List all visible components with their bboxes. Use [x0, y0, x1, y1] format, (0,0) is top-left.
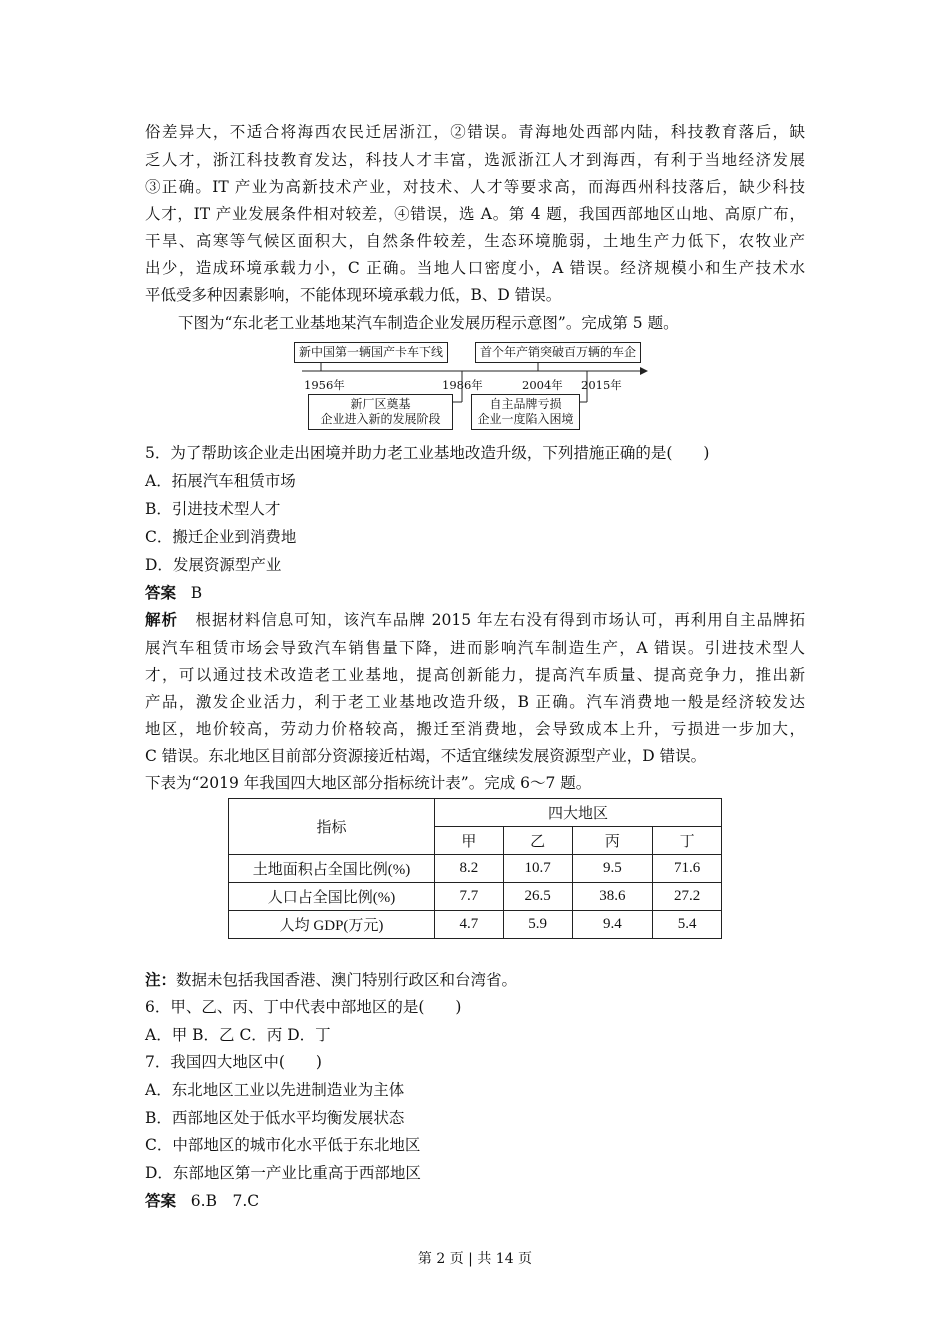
box-line: 自主品牌亏损 [489, 397, 562, 411]
timeline-box-1986 [308, 394, 453, 430]
table-header-region: 甲 [435, 827, 504, 855]
cell: 5.9 [503, 911, 572, 939]
row-label: 人均 GDP(万元) [229, 911, 435, 939]
option-a: A．拓展汽车租赁市场 [145, 472, 296, 490]
cell: 10.7 [503, 855, 572, 883]
cell: 9.5 [572, 855, 653, 883]
region-stats-table [228, 798, 722, 939]
cell: 38.6 [572, 883, 653, 911]
cell: 8.2 [435, 855, 504, 883]
company-timeline-diagram [290, 340, 660, 435]
table-row [229, 855, 722, 883]
option-d: D．发展资源型产业 [145, 556, 282, 574]
table-row [229, 883, 722, 911]
option-c: C．中部地区的城市化水平低于东北地区 [145, 1136, 421, 1154]
answer-label: 答案 [145, 1191, 177, 1210]
answer-value: B [190, 584, 203, 602]
answer-line [145, 583, 202, 603]
question5-intro: 下图为“东北老工业基地某汽车制造企业发展历程示意图”。完成第 5 题。 [178, 314, 679, 332]
note-label: 注： [145, 970, 177, 989]
note-text: 数据未包括我国香港、澳门特别行政区和台湾省。 [176, 971, 518, 989]
text-line: 干旱、高寒等气候区面积大，自然条件较差，生态环境脆弱，土地生产力低下，农牧业产 [145, 232, 805, 250]
timeline-box-1956: 新中国第一辆国产卡车下线 [294, 342, 448, 363]
table-row [229, 911, 722, 939]
page-footer: 第 2 页 | 共 14 页 [417, 1251, 533, 1267]
text-line: 俗差异大，不适合将海西农民迁居浙江，②错误。青海地处西部内陆，科技教育落后，缺 [145, 123, 805, 141]
option-a: A．东北地区工业以先进制造业为主体 [145, 1081, 405, 1099]
timeline-box-2004: 首个年产销突破百万辆的车企 [475, 342, 641, 363]
row-label: 人口占全国比例(%) [229, 883, 435, 911]
table-header-region: 丁 [653, 827, 722, 855]
text-line: 出少，造成环境承载力小，C 正确。当地人口密度小，A 错误。经济规模小和生产技术水 [145, 259, 805, 277]
text-line: 展汽车租赁市场会导致汽车销售量下降，进而影响汽车制造生产，A 错误。引进技术型人 [145, 639, 805, 657]
text-line: 平低受多种因素影响，不能体现环境承载力低，B、D 错误。 [145, 286, 562, 304]
cell: 26.5 [503, 883, 572, 911]
question6-options: A．甲 B．乙 C．丙 D．丁 [145, 1026, 331, 1044]
year-label: 1986年 [442, 378, 483, 392]
cell: 4.7 [435, 911, 504, 939]
option-c: C．搬迁企业到消费地 [145, 528, 297, 546]
question6-stem: 6．甲、乙、丙、丁中代表中部地区的是( ) [145, 998, 462, 1016]
text-line: 乏人才，浙江科技教育发达，科技人才丰富，选派浙江人才到海西，有利于当地经济发展 [145, 151, 805, 169]
question5-stem: 5．为了帮助该企业走出困境并助力老工业基地改造升级，下列措施正确的是( ) [145, 444, 710, 462]
table-header-region: 丙 [572, 827, 653, 855]
analysis-label: 解析 [145, 610, 178, 629]
text-line: 才，可以通过技术改造老工业基地，提高创新能力，提高汽车质量、提高竞争力，推出新 [145, 666, 805, 684]
year-label: 2004年 [522, 378, 563, 392]
answer-value: 6.B 7.C [190, 1192, 260, 1210]
cell: 71.6 [653, 855, 722, 883]
text-line: ③正确。IT 产业为高新技术产业，对技术、人才等要求高，而海西州科技落后，缺少科技 [145, 178, 805, 196]
option-b: B．西部地区处于低水平均衡发展状态 [145, 1109, 405, 1127]
answer-label: 答案 [145, 583, 177, 602]
box-line: 新厂区奠基 [350, 397, 411, 411]
cell: 27.2 [653, 883, 722, 911]
text-line: 地区，地价较高，劳动力价格较高，搬迁至消费地，会导致成本上升，亏损进一步加大， [145, 720, 805, 738]
table-header-group: 四大地区 [435, 799, 722, 827]
table-header-index: 指标 [229, 799, 435, 855]
text-line: C 错误。东北地区目前部分资源接近枯竭，不适宜继续发展资源型产业，D 错误。 [145, 747, 707, 765]
question7-stem: 7．我国四大地区中( ) [145, 1053, 322, 1071]
cell: 7.7 [435, 883, 504, 911]
table-header-region: 乙 [503, 827, 572, 855]
year-label: 1956年 [304, 378, 345, 392]
answer-line [145, 1191, 259, 1211]
row-label: 土地面积占全国比例(%) [229, 855, 435, 883]
option-d: D．东部地区第一产业比重高于西部地区 [145, 1164, 421, 1182]
cell: 9.4 [572, 911, 653, 939]
analysis-first: 根据材料信息可知，该汽车品牌 2015 年左右没有得到市场认可，再利用自主品牌拓 [195, 611, 805, 629]
year-label: 2015年 [581, 378, 622, 392]
cell: 5.4 [653, 911, 722, 939]
box-line: 企业一度陷入困境 [477, 412, 574, 426]
table-note [145, 970, 517, 990]
option-b: B．引进技术型人才 [145, 500, 281, 518]
text-line: 产品，激发企业活力，利于老工业基地改造升级，B 正确。汽车消费地一般是经济较发达 [145, 693, 805, 711]
text-line [145, 610, 805, 630]
box-line: 企业进入新的发展阶段 [320, 412, 441, 426]
question67-intro: 下表为“2019 年我国四大地区部分指标统计表”。完成 6～7 题。 [145, 774, 592, 792]
text-line: 人才，IT 产业发展条件相对较差，④错误，选 A。第 4 题，我国西部地区山地、高原广布， [145, 205, 805, 223]
timeline-box-2015 [471, 394, 580, 430]
